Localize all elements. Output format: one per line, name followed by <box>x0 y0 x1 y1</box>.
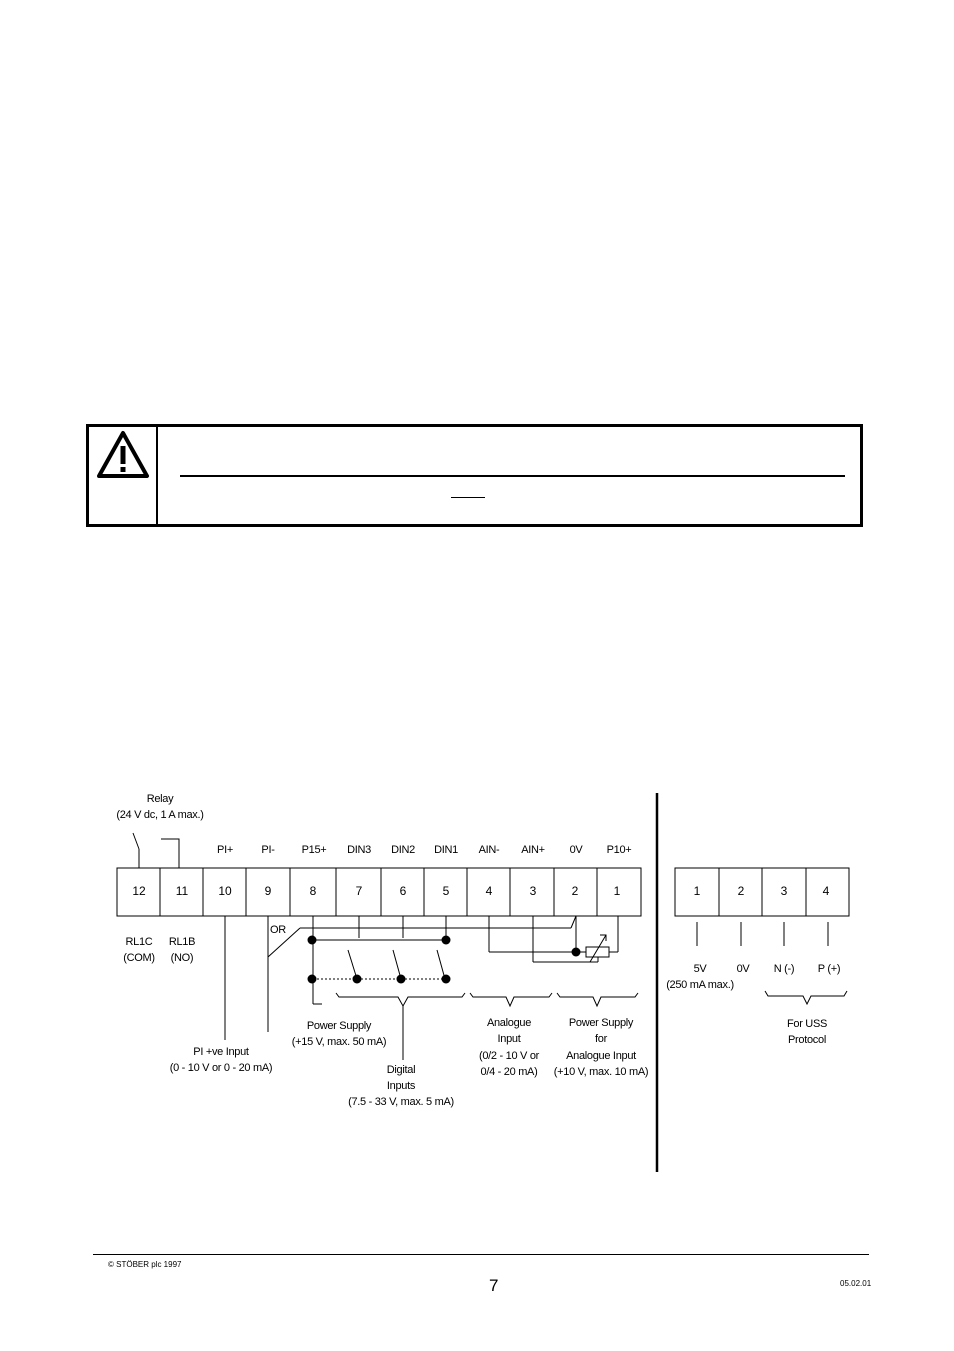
terminal-number: 8 <box>309 884 317 898</box>
terminal-top-label: P10+ <box>606 844 632 856</box>
digital-inputs-rating: (7.5 - 33 V, max. 5 mA) <box>348 1096 454 1108</box>
analogue-input-rating: (0/2 - 10 V or <box>479 1050 539 1062</box>
rl1c-sub-label: (COM) <box>123 952 155 964</box>
digital-inputs-label: Digital <box>386 1064 416 1076</box>
rl1c-label: RL1C <box>125 936 153 948</box>
terminal-number: 5 <box>442 884 450 898</box>
uss-protocol-label: For USS <box>786 1018 828 1030</box>
power-supply-analogue-label: Analogue Input <box>566 1050 636 1062</box>
uss-terminal-number: 3 <box>780 884 788 898</box>
analogue-input-label: Input <box>497 1033 521 1045</box>
terminal-top-label: 0V <box>569 844 583 856</box>
terminal-number: 11 <box>175 884 189 898</box>
digital-inputs-label: Inputs <box>386 1080 416 1092</box>
uss-terminal-number: 4 <box>822 884 830 898</box>
junction-dots <box>308 936 581 984</box>
main-terminal-strip <box>117 868 641 916</box>
relay-rating: (24 V dc, 1 A max.) <box>116 809 204 821</box>
analogue-input-rating: 0/4 - 20 mA) <box>480 1066 538 1078</box>
digital-input-wiring <box>313 916 446 1004</box>
terminal-top-label: AIN+ <box>521 844 545 856</box>
power-supply-analogue-rating: (+10 V, max. 10 mA) <box>553 1066 649 1078</box>
terminal-number: 12 <box>132 884 146 898</box>
terminal-number: 4 <box>485 884 493 898</box>
date-code: 05.02.01 <box>840 1279 872 1288</box>
uss-terminal-number: 1 <box>693 884 701 898</box>
relay-contact-symbol <box>133 833 179 868</box>
terminal-number: 7 <box>355 884 363 898</box>
terminal-number: 6 <box>399 884 407 898</box>
uss-5v-label: 5V <box>693 963 707 975</box>
pi-input-label: PI +ve Input <box>193 1046 249 1058</box>
power-supply-analogue-label: for <box>595 1033 607 1045</box>
terminal-top-label: P15+ <box>301 844 327 856</box>
rl1b-label: RL1B <box>168 936 196 948</box>
terminal-number: 10 <box>218 884 232 898</box>
power-supply-rating: (+15 V, max. 50 mA) <box>291 1036 387 1048</box>
uss-terminal-number: 2 <box>737 884 745 898</box>
uss-protocol-label: Protocol <box>788 1034 826 1046</box>
terminal-top-label: PI- <box>261 844 275 856</box>
relay-label: Relay <box>146 793 174 805</box>
uss-n-label: N (-) <box>773 963 795 975</box>
pi-input-rating: (0 - 10 V or 0 - 20 mA) <box>169 1062 273 1074</box>
terminal-top-label: PI+ <box>217 844 233 856</box>
power-supply-analogue-label: Power Supply <box>568 1017 634 1029</box>
rl1b-sub-label: (NO) <box>170 952 194 964</box>
terminal-number: 2 <box>571 884 579 898</box>
terminal-top-label: DIN3 <box>347 844 371 856</box>
terminal-top-label: DIN2 <box>391 844 415 856</box>
terminal-number: 9 <box>264 884 272 898</box>
page-number: 7 <box>489 1276 499 1295</box>
uss-wiring <box>697 922 828 946</box>
uss-p-label: P (+) <box>817 963 841 975</box>
footer-rule <box>93 1254 869 1255</box>
analogue-input-label: Analogue <box>486 1017 532 1029</box>
terminal-top-label: DIN1 <box>434 844 458 856</box>
terminal-top-label: AIN- <box>478 844 500 856</box>
uss-0v-label: 0V <box>736 963 750 975</box>
terminal-number: 3 <box>529 884 537 898</box>
terminal-number: 1 <box>613 884 621 898</box>
or-label: OR <box>270 924 286 936</box>
power-supply-label: Power Supply <box>306 1020 372 1032</box>
copyright: © STÖBER plc 1997 <box>108 1260 182 1269</box>
uss-5v-rating: (250 mA max.) <box>666 979 734 991</box>
